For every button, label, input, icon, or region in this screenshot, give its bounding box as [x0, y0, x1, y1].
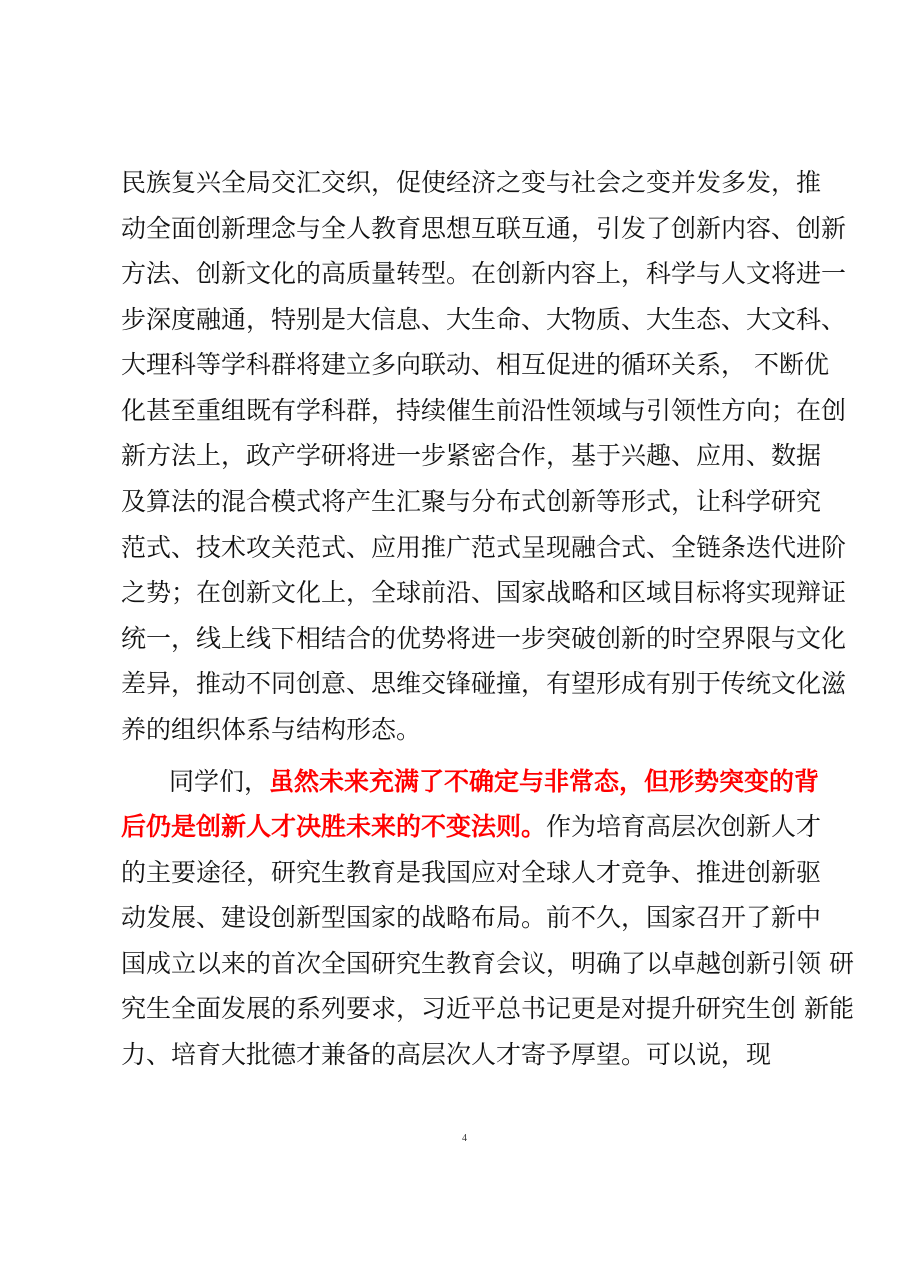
text-line: 统一，线上线下相结合的优势将进一步突破创新的时空界限与文化 [121, 624, 847, 653]
text-line: 民族复兴全局交汇交织，促使经济之变与社会之变并发多发，推 [121, 168, 822, 197]
text-line: 大理科等学科群将建立多向联动、相互促进的循环关系， 不断优 [121, 350, 829, 379]
text-line: 范式、技术攻关范式、应用推广范式呈现融合式、全链条迭代进阶 [121, 533, 847, 562]
text-line: 新方法上，政产学研将进一步紧密合作，基于兴趣、应用、数据 [121, 441, 822, 470]
salutation-text: 同学们， [169, 767, 270, 796]
body-text: 作为培育高层次创新人才 [546, 812, 822, 841]
text-line: 化甚至重组既有学科群，持续催生前沿性领域与引领性方向；在创 [121, 396, 847, 425]
page-number: 4 [462, 1133, 467, 1144]
text-line: 养的组织体系与结构形态。 [121, 715, 422, 744]
text-line: 之势；在创新文化上，全球前沿、国家战略和区域目标将实现辩证 [121, 578, 847, 607]
text-line: 步深度融通，特别是大信息、大生命、大物质、大生态、大文科、 [121, 305, 847, 334]
text-line: 方法、创新文化的高质量转型。在创新内容上，科学与人文将进一 [121, 259, 847, 288]
text-line: 动发展、建设创新型国家的战略布局。前不久，国家召开了新中 [121, 903, 822, 932]
highlighted-text: 后仍是创新人才决胜未来的不变法则。 [121, 812, 547, 841]
text-line: 力、培育大批德才兼备的高层次人才寄予厚望。可以说，现 [121, 1040, 772, 1069]
text-line: 动全面创新理念与全人教育思想互联互通，引发了创新内容、创新 [121, 214, 847, 243]
text-line: 及算法的混合模式将产生汇聚与分布式创新等形式，让科学研究 [121, 487, 822, 516]
highlighted-text: 虽然未来充满了不确定与非常态，但形势突变的背 [269, 767, 820, 796]
text-line: 的主要途径，研究生教育是我国应对全球人才竞争、推进创新驱 [121, 858, 822, 887]
text-line [169, 767, 820, 797]
text-line: 国成立以来的首次全国研究生教育会议，明确了以卓越创新引领 研 [121, 949, 854, 978]
text-line: 究生全面发展的系列要求，习近平总书记更是对提升研究生创 新能 [121, 994, 854, 1023]
text-line: 差异，推动不同创意、思维交锋碰撞，有望形成有别于传统文化滋 [121, 669, 847, 698]
text-line [121, 812, 822, 842]
